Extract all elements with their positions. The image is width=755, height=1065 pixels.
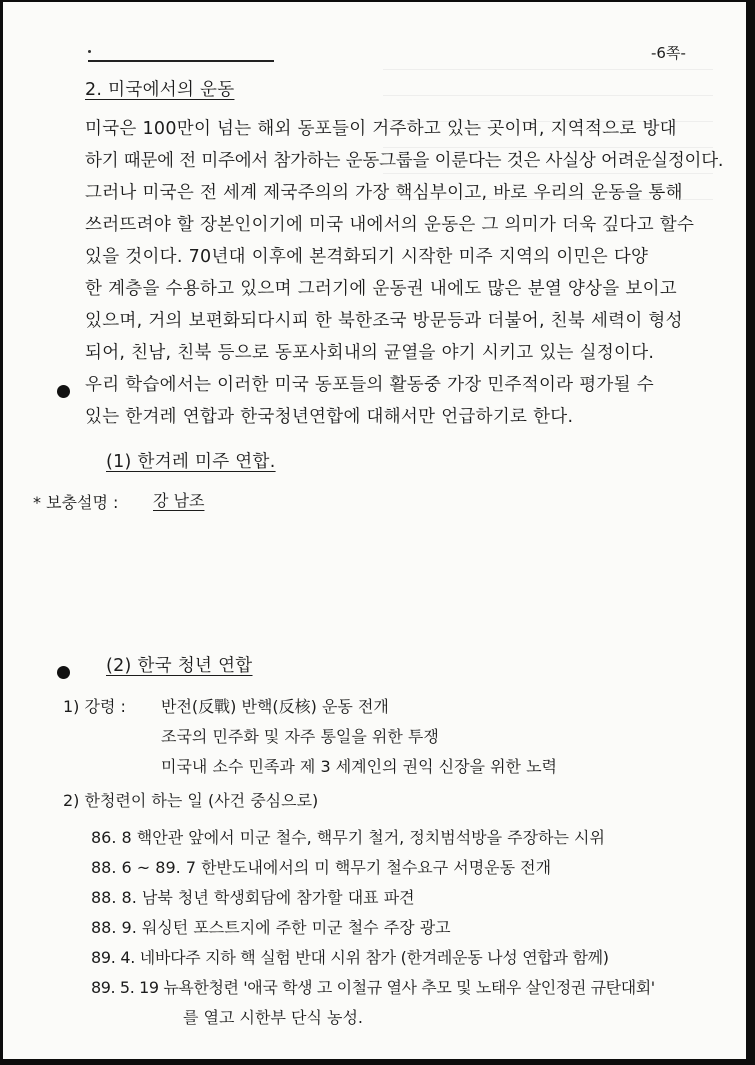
document-page [3,2,746,1059]
paragraph-line: 되어, 친남, 친북 등으로 동포사회내의 균열을 야기 시키고 있는 실정이다. [85,343,655,363]
paragraph-line: 있을 것이다. 70년대 이후에 본격화되기 시작한 미주 지역의 이민은 다양 [85,247,649,267]
event-line: 88. 9. 워싱턴 포스트지에 주한 미군 철수 주장 광고 [91,918,451,937]
paragraph-line: 우리 학습에서는 이러한 미국 동포들의 활동중 가장 민주적이라 평가될 수 [85,375,654,395]
subsection-title: (2) 한국 청년 연합 [106,656,253,676]
event-line: 89. 5. 19 뉴욕한청련 '애국 학생 고 이철규 열사 추모 및 노태우 살인정권 규탄대회' [91,978,655,997]
event-line: 88. 6 ~ 89. 7 한반도내에서의 미 핵무기 철수요구 서명운동 전개 [91,858,552,877]
paragraph-line: 한 계층을 수용하고 있으며 그러기에 운동권 내에도 많은 분열 양상을 보이고 [85,279,677,299]
item-label: 1) 강령 : [63,697,126,716]
subsection-title: (1) 한겨레 미주 연합. [106,452,276,472]
event-line: 를 열고 시한부 단식 농성. [183,1008,363,1027]
ink-speck [88,50,91,53]
binder-hole [57,385,70,398]
item-label: 2) 한청련이 하는 일 (사건 중심으로) [63,791,319,810]
page-number: -6쪽- [651,44,686,62]
binder-hole [57,666,70,679]
event-line: 89. 4. 네바다주 지하 핵 실험 반대 시위 참가 (한겨레운동 나성 연합과 함께) [91,948,609,967]
note-value: 강 남조 [153,491,205,510]
section-heading: 2. 미국에서의 운동 [85,80,235,100]
paragraph-line: 쓰러뜨려야 할 장본인이기에 미국 내에서의 운동은 그 의미가 더욱 깊다고 할수 [85,215,695,235]
top-rule [88,60,274,62]
paragraph-line: 그러나 미국은 전 세계 제국주의의 가장 핵심부이고, 바로 우리의 운동을 통해 [85,183,683,203]
event-line: 86. 8 핵안관 앞에서 미군 철수, 핵무기 철거, 정치범석방을 주장하는 시위 [91,828,605,847]
paragraph-line: 미국은 100만이 넘는 해외 동포들이 거주하고 있는 곳이며, 지역적으로 방대 [85,119,677,139]
paragraph-line: 있는 한겨레 연합과 한국청년연합에 대해서만 언급하기로 한다. [85,407,574,427]
item-line: 반전(反戰) 반핵(反核) 운동 전개 [161,697,389,716]
note-label: * 보충설명 : [33,493,119,512]
item-line: 조국의 민주화 및 자주 통일을 위한 투쟁 [161,727,439,746]
item-line: 미국내 소수 민족과 제 3 세계인의 권익 신장을 위한 노력 [161,757,557,776]
paragraph-line: 하기 때문에 전 미주에서 참가하는 운동그룹을 이룬다는 것은 사실상 어려운실정이다. [85,151,724,171]
paragraph-line: 있으며, 거의 보편화되다시피 한 북한조국 방문등과 더불어, 친북 세력이 형성 [85,311,683,331]
event-line: 88. 8. 남북 청년 학생회담에 참가할 대표 파견 [91,888,415,907]
